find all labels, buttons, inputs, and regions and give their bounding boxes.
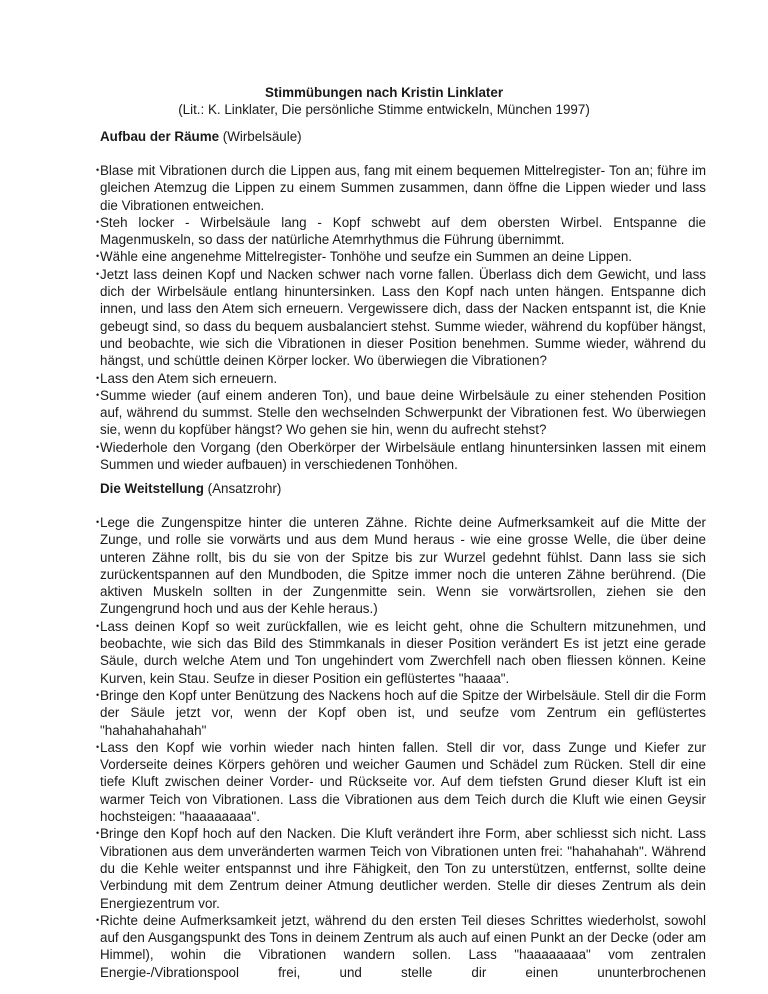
- bullet-icon: •: [96, 251, 100, 262]
- list-item: •Lege die Zungenspitze hinter die unteren Zähne. Richte deine Aufmerksamkeit auf die Mitte der Zunge, und rolle sie vorwärts und aus dem Mund heraus - wie eine grosse Welle, die über deine unteren Zähne rollt, bis du sie von der Spitze bis zur Wurzel gedehnt fühlst. Dann lass sie sich zurückentspannen auf den Mundboden, die Spitze immer noch die unteren Zähne berührend. (Die aktiven Muskeln sollten in der Zungenmitte sein. Wenn sie vorwärtsrollen, ziehen sie den Zungengrund hoch und aus der Kehle heraus.): [96, 515, 706, 617]
- list-item: •Bringe den Kopf hoch auf den Nacken. Die Kluft verändert ihre Form, aber schliesst sich nicht. Lass Vibrationen aus dem unveränderten warmen Teich von Vibrationen unten frei: "hahahahah". Während du die Kehle weiter entspannst und ihre Fähigkeit, den Ton zu unterstützen, entfernst, sollte deine Verbindung mit dem Zentrum deiner Atmung deutlicher werden. Stelle dir dieses Zentrum als dein Energiezentrum vor.: [96, 826, 706, 911]
- list-item: •Steh locker - Wirbelsäule lang - Kopf schwebt auf dem obersten Wirbel. Entspanne die Magenmuskeln, so dass der natürliche Atemrhythmus die Führung übernimmt.: [96, 214, 706, 248]
- list-item: •Bringe den Kopf unter Benützung des Nackens hoch auf die Spitze der Wirbelsäule. Stell dir die Form der Säule jetzt vor, wenn der Kopf oben ist, und seufze vom Zentrum ein geflüstertes "hahahahahahah": [96, 687, 706, 738]
- list-item: •Lass den Kopf wie vorhin wieder nach hinten fallen. Stell dir vor, dass Zunge und Kiefer zur Vorderseite deines Körpers gehören und weicher Gaumen und Schädel zum Rücken. Stell dir eine tiefe Kluft zwischen deiner Vorder- und Rückseite vor. Auf dem tiefsten Grund dieser Kluft ist ein warmer Teich von Vibrationen. Lass die Vibrationen aus dem Teich durch die Kluft wie einen Geysir hochsteigen: "haaaaaaaa".: [96, 739, 706, 825]
- section-heading-rest: (Ansatzrohr): [203, 481, 282, 496]
- bullet-icon: •: [96, 165, 100, 175]
- document-subtitle: (Lit.: K. Linklater, Die persönliche Stimme entwickeln, München 1997): [178, 102, 590, 117]
- bullet-icon: •: [96, 389, 100, 400]
- section-heading-bold: Die Weitstellung: [100, 481, 204, 496]
- bullet-icon: •: [96, 689, 100, 700]
- section-heading-bold: Aufbau der Räume: [100, 129, 220, 144]
- bullet-icon: •: [96, 914, 100, 925]
- bullet-icon: •: [96, 741, 100, 752]
- section-heading-aufbau: [100, 128, 302, 146]
- bullet-icon: •: [96, 441, 100, 452]
- bullet-icon: •: [96, 517, 100, 527]
- list-item: •Wähle eine angenehme Mittelregister- Tonhöhe und seufze ein Summen an deine Lippen.: [96, 249, 633, 265]
- list-item: •Richte deine Aufmerksamkeit jetzt, während du den ersten Teil dieses Schrittes wiederholst, sowohl auf den Ausgangspunkt des Tons in deinem Zentrum als auch auf einen Punkt an der Decke (oder am Himmel), wohin die Vibrationen wandern sollen. Lass "haaaaaaaa" vom zentralen Energie-/Vibrationspool frei, und stelle dir einen ununterbrochenen: [96, 912, 706, 980]
- exercise-list-aufbau: [88, 162, 706, 473]
- exercise-list-weitstellung: [88, 514, 706, 981]
- list-item: •Jetzt lass deinen Kopf und Nacken schwer nach vorne fallen. Überlass dich dem Gewicht, und lass dich der Wirbelsäule entlang hinuntersinken. Lass den Kopf nach unten hängen. Entspanne dich innen, und lass den Atem sich erneuern. Vergewissere dich, dass der Nacken entspannt ist, die Knie gebeugt sind, so dass du bequem ausbalanciert stehst. Summe wieder, während du kopfüber hängst, und beobachte, wie sich die Vibrationen in dieser Position benehmen. Summe wieder, während du hängst, und schüttle deinen Körper locker. Wo überwiegen die Vibrationen?: [96, 266, 706, 369]
- list-item: •Lass deinen Kopf so weit zurückfallen, wie es leicht geht, ohne die Schultern mitzunehmen, und beobachte, wie sich das Bild des Stimmkanals in dieser Position verändert Es ist jetzt eine gerade Säule, durch welche Atem und Ton ungehindert vom Zwerchfell nach oben fliessen können. Keine Kurven, kein Stau. Seufze in dieser Position ein geflüstertes "haaaa".: [96, 618, 706, 686]
- list-item: •Blase mit Vibrationen durch die Lippen aus, fang mit einem bequemen Mittelregister- Ton an; führe im gleichen Atemzug die Lippen zu einem Summen zusammen, dann öffne die Lippen wieder und lass die Vibrationen entweichen.: [96, 163, 706, 213]
- bullet-icon: •: [96, 620, 100, 631]
- list-item: •Lass den Atem sich erneuern.: [96, 370, 278, 386]
- bullet-icon: •: [96, 268, 100, 279]
- section-heading-weitstellung: [100, 480, 281, 498]
- list-item: •Wiederhole den Vorgang (den Oberkörper der Wirbelsäule entlang hinuntersinken lassen mit einem Summen und wieder aufbauen) in verschiedenen Tonhöhen.: [96, 439, 706, 473]
- bullet-icon: •: [96, 828, 100, 839]
- list-item: •Summe wieder (auf einem anderen Ton), und baue deine Wirbelsäule zu einer stehenden Position auf, während du summst. Stelle den wechselnden Schwerpunkt der Vibrationen fest. Wo überwiegen sie, wenn du kopfüber hängst? Wo gehen sie hin, wenn du aufrecht stehst?: [96, 387, 706, 438]
- bullet-icon: •: [96, 372, 100, 383]
- section-heading-rest: (Wirbelsäule): [219, 129, 302, 144]
- bullet-icon: •: [96, 216, 100, 227]
- document-title: Stimmübungen nach Kristin Linklater: [264, 85, 504, 100]
